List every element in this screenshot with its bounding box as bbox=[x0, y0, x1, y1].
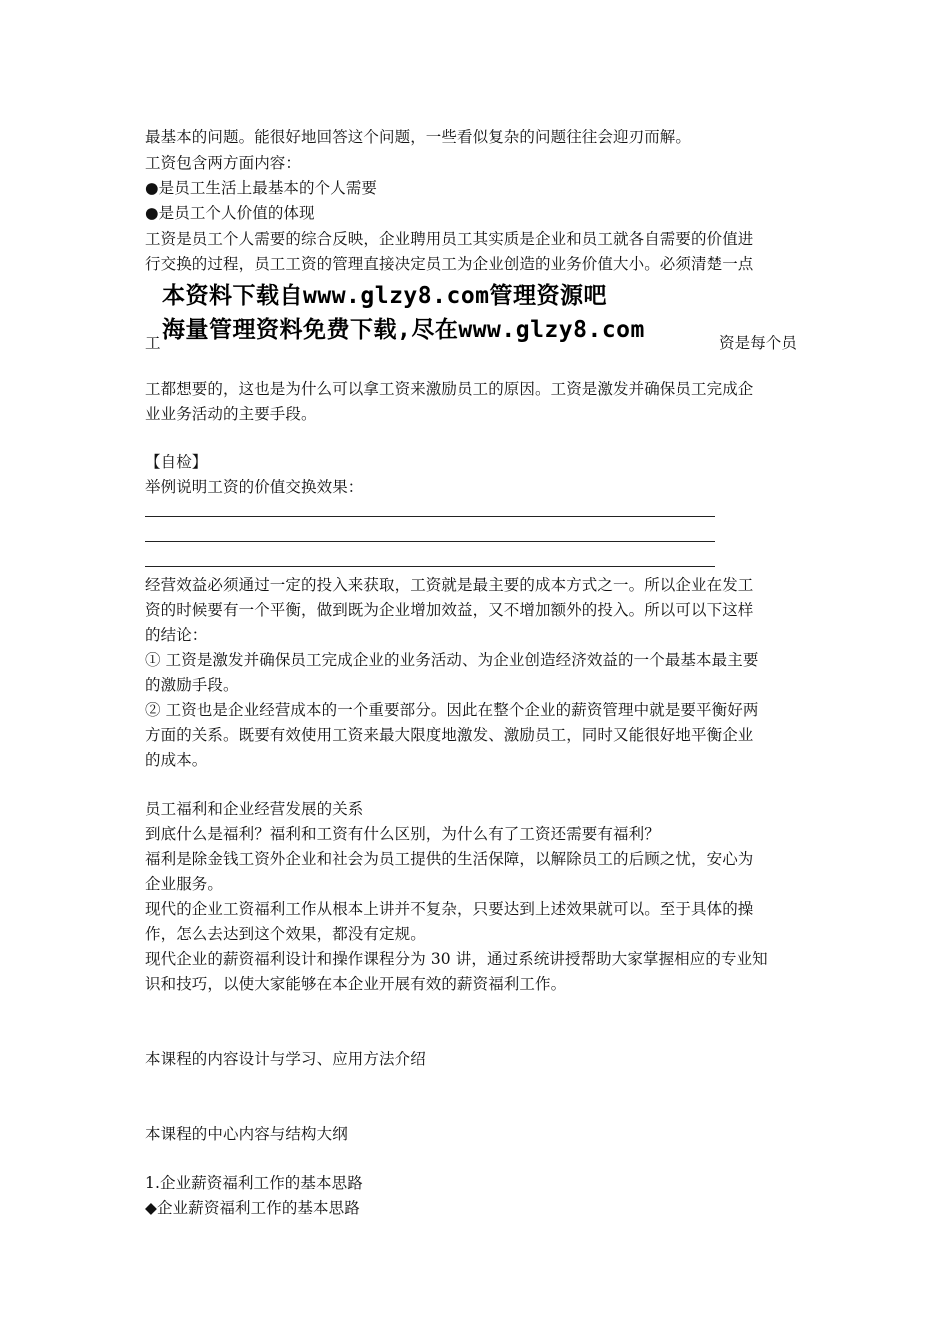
selfcheck-title: 【自检】 bbox=[145, 453, 208, 471]
section-heading: 本课程的内容设计与学习、应用方法介绍 bbox=[145, 1050, 426, 1068]
paragraph-line: 行交换的过程，员工工资的管理直接决定员工为企业创造的业务价值大小。必须清楚一点 bbox=[145, 255, 754, 273]
paragraph-line: 的结论： bbox=[145, 626, 208, 644]
outline-subitem: ◆企业薪资福利工作的基本思路 bbox=[145, 1199, 360, 1217]
watermark-line-1: 本资料下载自www.glzy8.com管理资源吧 bbox=[162, 283, 608, 309]
split-text-left: 工 bbox=[145, 334, 161, 352]
outline-item: 1.企业薪资福利工作的基本思路 bbox=[145, 1174, 363, 1192]
answer-line bbox=[145, 516, 715, 517]
paragraph-line: 作，怎么去达到这个效果，都没有定规。 bbox=[145, 925, 426, 943]
paragraph-line: 经营效益必须通过一定的投入来获取，工资就是最主要的成本方式之一。所以企业在发工 bbox=[145, 576, 754, 594]
section-heading: 本课程的中心内容与结构大纲 bbox=[145, 1125, 348, 1143]
answer-line bbox=[145, 566, 715, 567]
paragraph-line: 的成本。 bbox=[145, 751, 208, 769]
paragraph-line: 的激励手段。 bbox=[145, 676, 239, 694]
paragraph-line: 现代企业的薪资福利设计和操作课程分为 30 讲，通过系统讲授帮助大家掌握相应的专业知 bbox=[145, 950, 768, 968]
watermark-line-2: 海量管理资料免费下载,尽在www.glzy8.com bbox=[162, 317, 645, 343]
paragraph-line: 工资是员工个人需要的综合反映，企业聘用员工其实质是企业和员工就各自需要的价值进 bbox=[145, 230, 754, 248]
paragraph-line: 工都想要的，这也是为什么可以拿工资来激励员工的原因。工资是激发并确保员工完成企 bbox=[145, 380, 754, 398]
paragraph-line: 识和技巧，以使大家能够在本企业开展有效的薪资福利工作。 bbox=[145, 975, 567, 993]
paragraph-line: 企业服务。 bbox=[145, 875, 224, 893]
paragraph-line: 现代的企业工资福利工作从根本上讲并不复杂，只要达到上述效果就可以。至于具体的操 bbox=[145, 900, 754, 918]
split-text-right: 资是每个员 bbox=[719, 334, 798, 352]
answer-line bbox=[145, 541, 715, 542]
numbered-item: ② 工资也是企业经营成本的一个重要部分。因此在整个企业的薪资管理中就是要平衡好两 bbox=[145, 701, 759, 719]
bullet-item: ●是员工生活上最基本的个人需要 bbox=[145, 179, 378, 197]
paragraph-line: 到底什么是福利？福利和工资有什么区别，为什么有了工资还需要有福利？ bbox=[145, 825, 660, 843]
bullet-item: ●是员工个人价值的体现 bbox=[145, 204, 315, 222]
paragraph-line: 工资包含两方面内容： bbox=[145, 154, 302, 172]
paragraph-line: 资的时候要有一个平衡，做到既为企业增加效益，又不增加额外的投入。所以可以下这样 bbox=[145, 601, 754, 619]
paragraph-line: 业业务活动的主要手段。 bbox=[145, 405, 317, 423]
selfcheck-prompt: 举例说明工资的价值交换效果： bbox=[145, 478, 364, 496]
paragraph-line: 方面的关系。既要有效使用工资来最大限度地激发、激励员工，同时又能很好地平衡企业 bbox=[145, 726, 754, 744]
numbered-item: ① 工资是激发并确保员工完成企业的业务活动、为企业创造经济效益的一个最基本最主要 bbox=[145, 651, 759, 669]
paragraph-line: 最基本的问题。能很好地回答这个问题，一些看似复杂的问题往往会迎刃而解。 bbox=[145, 128, 692, 146]
paragraph-line: 福利是除金钱工资外企业和社会为员工提供的生活保障，以解除员工的后顾之忧，安心为 bbox=[145, 850, 754, 868]
section-heading: 员工福利和企业经营发展的关系 bbox=[145, 800, 364, 818]
